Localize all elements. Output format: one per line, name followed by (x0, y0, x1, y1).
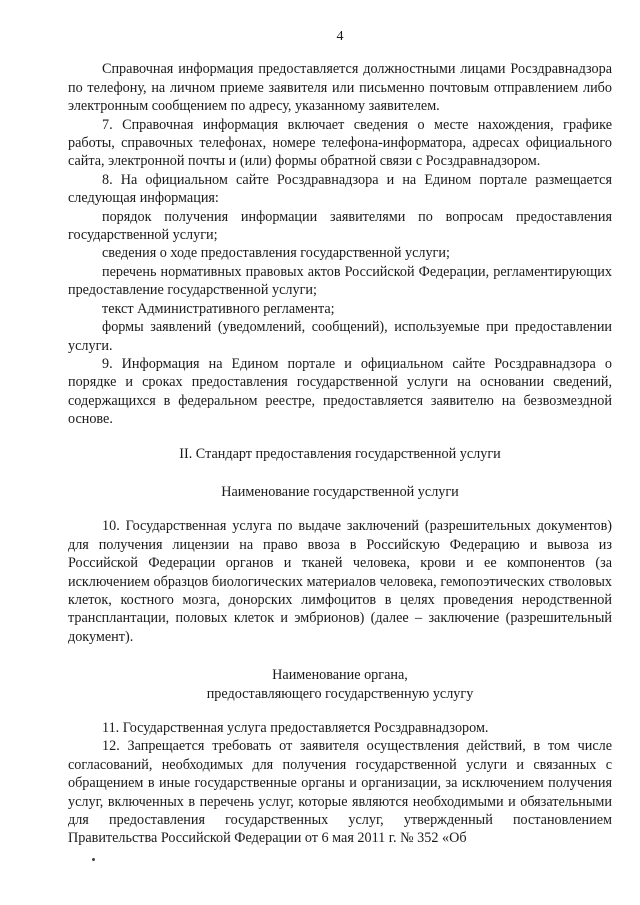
list-item-progress: сведения о ходе предоставления государственной услуги; (102, 245, 450, 262)
page-number: 4 (336, 29, 344, 44)
paragraph-12: 12. Запрещается требовать от заявителя осуществления действий, в том числе согласований, необходимых для получения государственной услуги и связанных с обращением в иные государственные органы и организации, за исключением получения услуг, включенных в перечень услуг, которые являются необходимыми и обязательными для предоставления государственных услуг, утвержденный постановлением Правительства Российской Федерации от 6 мая 2011 г. № 352 «Об (68, 738, 612, 847)
paragraph-reference-info: Справочная информация предоставляется должностными лицами Росздравнадзора по телефону, на личном приеме заявителя или письменно почтовым отправлением либо электронным сообщением по адресу, указанному заявителем. (68, 61, 612, 115)
subheading-organ-line2: предоставляющего государственную услугу (206, 685, 474, 702)
paragraph-10: 10. Государственная услуга по выдаче заключений (разрешительных документов) для получения лицензии на право ввоза в Российскую Федерацию и вывоза из Российской Федерации органов и тканей человека, крови и ее компонентов (за исключением образцов биологических материалов человека, гемопоэтических стволовых клеток, костного мозга, донорских лимфоцитов в целях проведения неродственной трансплантации, половых клеток и эмбрионов) (далее – заключение (разрешительный документ). (68, 518, 612, 645)
list-item-forms: формы заявлений (уведомлений, сообщений), используемые при предоставлении услуги. (68, 319, 612, 354)
paragraph-8: 8. На официальном сайте Росздравнадзора и на Едином портале размещается следующая информация: (68, 171, 612, 207)
subheading-service-name: Наименование государственной услуги (221, 483, 459, 500)
paragraph-9: 9. Информация на Едином портале и официальном сайте Росздравнадзора о порядке и сроках предоставления государственной услуги на основании сведений, содержащихся в федеральном реестре, предоставляется заявителю на безвозмездной основе. (68, 355, 612, 428)
document-page (68, 28, 612, 848)
list-item-legal-acts: перечень нормативных правовых актов Российской Федерации, регламентирующих предоставление государственной услуги; (68, 263, 612, 299)
subheading-organ-line1: Наименование органа, (272, 667, 408, 684)
paragraph-7: 7. Справочная информация включает сведения о месте нахождения, графике работы, справочных телефонах, номере телефона-информатора, адресах официального сайта, электронной почты и (или) формы обратной связи с Росздравнадзором. (68, 116, 612, 170)
section-title: II. Стандарт предоставления государственной услуги (179, 445, 501, 462)
scan-speck (92, 858, 95, 861)
list-item-info-order: порядок получения информации заявителями по вопросам предоставления государственной услуги; (68, 208, 612, 244)
list-item-regulation-text: текст Административного регламента; (102, 300, 335, 317)
paragraph-11: 11. Государственная услуга предоставляется Росздравнадзором. (102, 720, 489, 736)
